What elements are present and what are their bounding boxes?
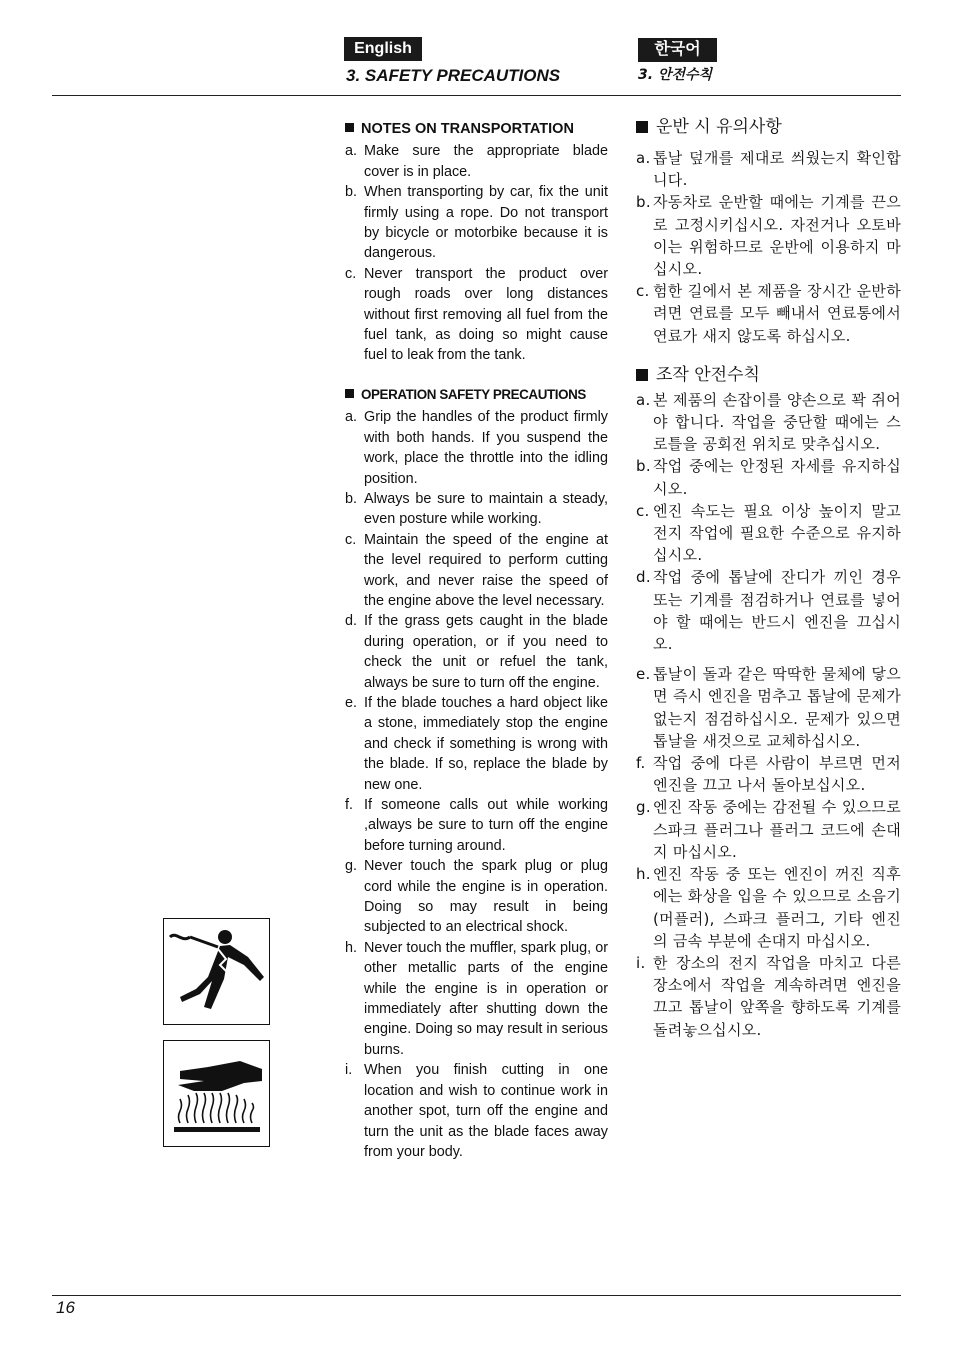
list-item: e. 톱날이 돌과 같은 딱딱한 물체에 닿으면 즉시 엔진을 멈추고 톱날에 문제가 없는지 점검하십시오. 문제가 있으면 톱날을 새것으로 교체하십시오.	[636, 665, 901, 750]
bullet-square-icon	[345, 389, 354, 398]
list-item: c. 엔진 속도는 필요 이상 높이지 말고 전지 작업에 필요한 수준으로 유지하십시오.	[636, 501, 901, 565]
list-item: b. When transporting by car, fix the unit firmly using a rope. Do not transport by bicycle or motorbike because it is dangerous.	[345, 184, 608, 262]
transport-heading: NOTES ON TRANSPORTATION	[345, 119, 608, 139]
list-item: f. 작업 중에 다른 사람이 부르면 먼저 엔진을 끄고 나서 돌아보십시오.	[636, 754, 901, 795]
transport-list	[345, 141, 608, 365]
list-item: i. 한 장소의 전지 작업을 마치고 다른 장소에서 작업을 계속하려면 엔진을 끄고 톱날이 앞쪽을 향하도록 기계를 돌려놓으십시오.	[636, 953, 901, 1039]
electric-shock-warning-icon	[163, 918, 270, 1025]
list-item: b. 작업 중에는 안정된 자세를 유지하십시오.	[636, 457, 901, 498]
korean-column	[636, 115, 901, 1041]
operation-heading: OPERATION SAFETY PRECAUTIONS	[345, 385, 608, 405]
english-language-tab: English	[344, 37, 422, 61]
list-item: i. When you finish cutting in one location and wish to continue work in another spot, turn off the engine and turn the unit as the blade faces away from your body.	[345, 1062, 608, 1160]
list-item: g. Never touch the spark plug or plug cord while the engine is in operation. Doing so may result in being subjected to an electrical shock.	[345, 858, 608, 936]
ko-transport-heading: 운반 시 유의사항	[636, 115, 901, 139]
list-item: c. 험한 길에서 본 제품을 장시간 운반하려면 연료를 모두 빼내서 연료통에서 연료가 새지 않도록 하십시오.	[636, 282, 901, 345]
korean-language-tab: 한국어	[638, 38, 717, 62]
ko-transport-list	[636, 147, 901, 347]
ko-operation-list	[636, 389, 901, 1041]
hot-surface-warning-icon	[163, 1040, 270, 1147]
header-rule	[52, 95, 901, 96]
bullet-square-icon	[636, 369, 648, 381]
footer-rule	[52, 1295, 901, 1296]
list-item: a. 본 제품의 손잡이를 양손으로 꽉 쥐어야 합니다. 작업을 중단할 때에는 스로틀을 공회전 위치로 맞추십시오.	[636, 390, 901, 454]
list-item: c. Maintain the speed of the engine at the level required to perform cutting work, and never raise the speed of the engine above the level necessary.	[345, 531, 608, 609]
english-column	[345, 119, 608, 1162]
korean-section-title: 3. 안전수칙	[638, 67, 713, 83]
list-item: a. Make sure the appropriate blade cover is in place.	[345, 143, 608, 180]
list-item: e. If the blade touches a hard object like a stone, immediately stop the engine and check if something is wrong with the blade. If so, replace the blade by new one.	[345, 694, 608, 793]
english-section-title: 3. SAFETY PRECAUTIONS	[346, 66, 561, 85]
list-item: a. 톱날 덮개를 제대로 씌웠는지 확인합니다.	[636, 149, 901, 190]
operation-list	[345, 407, 608, 1162]
list-item: h. Never touch the muffler, spark plug, or other metallic parts of the engine while the engine is in operation or immediately after shutting down the engine. Doing so may result in serious burns.	[345, 939, 608, 1058]
list-item: b. 자동차로 운반할 때에는 기계를 끈으로 고정시키십시오. 자전거나 오토바이는 위험하므로 운반에 이용하지 마십시오.	[636, 193, 901, 279]
list-item: g. 엔진 작동 중에는 감전될 수 있으므로 스파크 플러그나 플러그 코드에 손대지 마십시오.	[636, 798, 901, 861]
bullet-square-icon	[636, 121, 648, 133]
list-item: c. Never transport the product over rough roads over long distances without first removing all fuel from the fuel tank, as doing so might cause fuel to leak from the tank.	[345, 265, 608, 364]
list-item: h. 엔진 작동 중 또는 엔진이 꺼진 직후에는 화상을 입을 수 있으므로 소음기(머플러), 스파크 플러그, 기타 엔진의 금속 부분에 손대지 마십시오.	[636, 865, 901, 950]
ko-operation-heading: 조작 안전수칙	[636, 363, 901, 387]
bullet-square-icon	[345, 123, 354, 132]
list-item: f. If someone calls out while working ,always be sure to turn off the engine before turning around.	[345, 797, 608, 854]
list-item: d. 작업 중에 톱날에 잔디가 끼인 경우 또는 기계를 점검하거나 연료를 넣어야 할 때에는 반드시 엔진을 끄십시오.	[636, 568, 901, 654]
list-item: a. Grip the handles of the product firmly with both hands. If you suspend the work, place the throttle into the idling position.	[345, 409, 608, 487]
page-number: 16	[56, 1298, 75, 1317]
list-item: d. If the grass gets caught in the blade during operation, or if you need to check the unit or refuel the tank, always be sure to turn off the engine.	[345, 613, 608, 691]
list-item: b. Always be sure to maintain a steady, even posture while working.	[345, 490, 608, 528]
